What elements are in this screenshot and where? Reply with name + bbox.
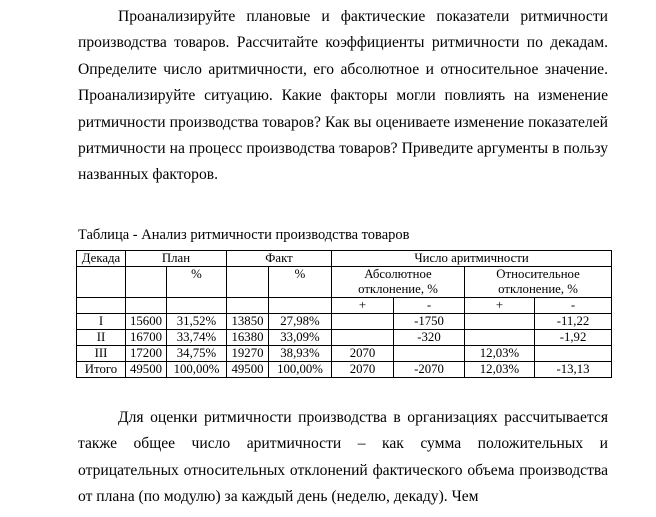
cell-plan: 49500 — [126, 362, 167, 378]
cell-plan-pct: 100,00% — [167, 362, 227, 378]
cell-rel-plus — [465, 330, 535, 346]
cell-fact-pct: 100,00% — [269, 362, 332, 378]
table-row — [77, 314, 612, 330]
header-rel-minus: - — [535, 298, 612, 314]
header-arrhythmia: Число аритмичности — [332, 251, 612, 267]
cell-plan-pct: 33,74% — [167, 330, 227, 346]
task-paragraph: Проанализируйте плановые и фактические показатели ритмичности производства товаров. Рассчитайте коэффициенты ритмичности по декадам. Определите число аритмичности, его абсолютное и относительное значение. Проанализируйте ситуацию. Какие факторы могли повлиять на изменение ритмичности производства товаров? Как вы оцениваете изменение показателей ритмичности на процесс производства товаров? Приведите аргументы в пользу названных факторов. — [78, 8, 608, 184]
header-row-3 — [77, 298, 612, 314]
cell-abs-minus: -320 — [394, 330, 465, 346]
cell-abs-minus: -2070 — [394, 362, 465, 378]
cell-fact: 49500 — [227, 362, 269, 378]
cell-rel-plus: 12,03% — [465, 362, 535, 378]
cell-decade: III — [77, 346, 126, 362]
header-abs-minus: - — [394, 298, 465, 314]
cell-decade: Итого — [77, 362, 126, 378]
header-relative: Относительное отклонение, % — [465, 267, 612, 298]
cell-rel-plus — [465, 314, 535, 330]
cell-abs-plus: 2070 — [332, 362, 394, 378]
header-plan-percent: % — [167, 267, 227, 298]
table-row — [77, 346, 612, 362]
header-fact: Факт — [227, 251, 332, 267]
explanation-paragraph: Для оценки ритмичности производства в организациях рассчитывается также общее число аритмичности – как сумма положительных и отрицательных относительных отклонений фактического объема производства от плана (по модулю) за каждый день (неделю, декаду). Чем — [78, 409, 608, 506]
cell-fact: 16380 — [227, 330, 269, 346]
header-row-1 — [77, 251, 612, 267]
header-absolute: Абсолютное отклонение, % — [332, 267, 465, 298]
cell-decade: I — [77, 314, 126, 330]
header-decade: Декада — [77, 251, 126, 267]
cell-plan-pct: 31,52% — [167, 314, 227, 330]
cell-plan-pct: 34,75% — [167, 346, 227, 362]
header-rel-plus: + — [465, 298, 535, 314]
cell-plan: 15600 — [126, 314, 167, 330]
header-abs-plus: + — [332, 298, 394, 314]
cell-fact-pct: 27,98% — [269, 314, 332, 330]
cell-fact-pct: 33,09% — [269, 330, 332, 346]
cell-abs-minus — [394, 346, 465, 362]
header-fact-percent: % — [269, 267, 332, 298]
cell-fact: 13850 — [227, 314, 269, 330]
cell-fact-pct: 38,93% — [269, 346, 332, 362]
table-row — [77, 330, 612, 346]
header-row-2 — [77, 267, 612, 298]
table-caption: Таблица - Анализ ритмичности производства товаров — [78, 227, 410, 243]
cell-abs-plus: 2070 — [332, 346, 394, 362]
cell-decade: II — [77, 330, 126, 346]
rhythm-table — [76, 250, 612, 378]
cell-rel-minus: -11,22 — [535, 314, 612, 330]
cell-rel-minus: -1,92 — [535, 330, 612, 346]
cell-abs-plus — [332, 330, 394, 346]
table-row-total — [77, 362, 612, 378]
cell-rel-minus: -13,13 — [535, 362, 612, 378]
cell-plan: 16700 — [126, 330, 167, 346]
cell-abs-minus: -1750 — [394, 314, 465, 330]
header-plan: План — [126, 251, 227, 267]
cell-plan: 17200 — [126, 346, 167, 362]
cell-abs-plus — [332, 314, 394, 330]
cell-rel-minus — [535, 346, 612, 362]
cell-fact: 19270 — [227, 346, 269, 362]
cell-rel-plus: 12,03% — [465, 346, 535, 362]
